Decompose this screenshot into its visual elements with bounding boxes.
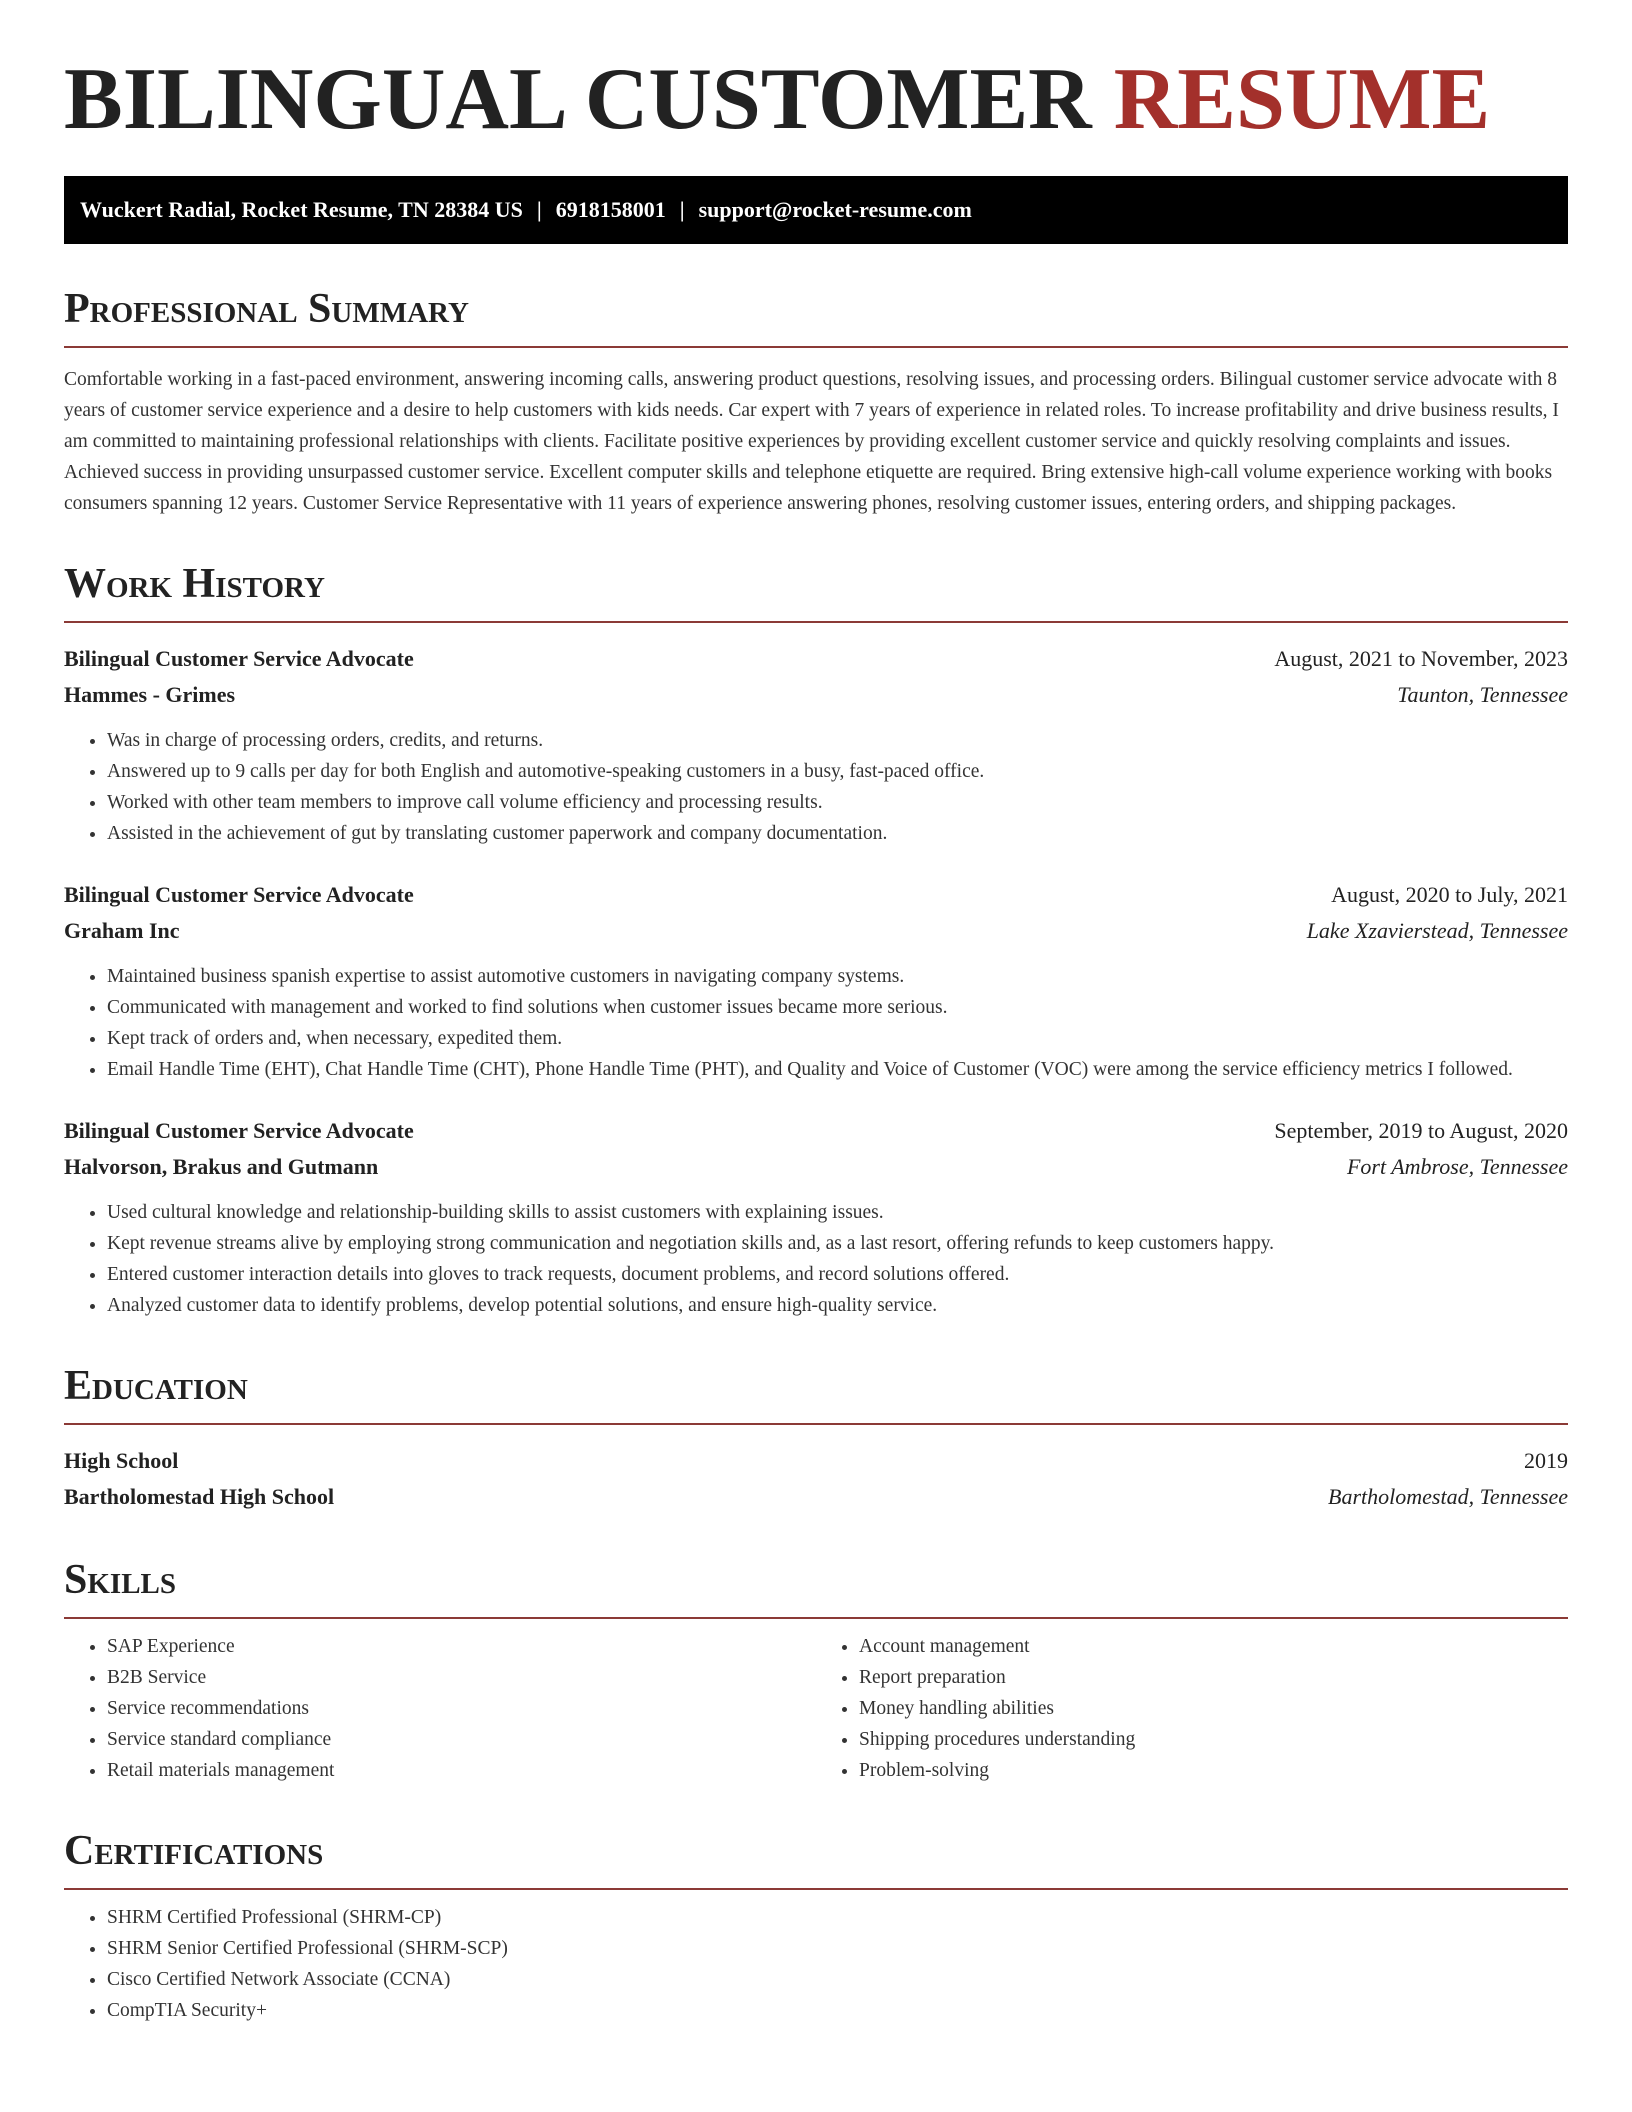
skill-item: • B2B Service bbox=[107, 1662, 816, 1693]
job-bullets bbox=[64, 725, 1568, 849]
education-degree: High School bbox=[64, 1448, 179, 1473]
skill-item: • Service standard compliance bbox=[107, 1724, 816, 1755]
job-header-row bbox=[64, 1113, 1568, 1149]
job-entry bbox=[64, 877, 1568, 1085]
job-company: Graham Inc bbox=[64, 918, 180, 943]
certification-item: • SHRM Senior Certified Professional (SHRM-SCP) bbox=[107, 1933, 1568, 1964]
certifications-list bbox=[64, 1902, 1568, 2026]
work-history-heading: Work History bbox=[64, 559, 1568, 623]
education-school-row bbox=[64, 1479, 1568, 1515]
job-bullet: • Assisted in the achievement of gut by translating customer paperwork and company documentation. bbox=[107, 818, 1568, 849]
skill-item: • Money handling abilities bbox=[859, 1693, 1568, 1724]
job-bullet: • Entered customer interaction details into gloves to track requests, document problems, and record solutions offered. bbox=[107, 1259, 1568, 1290]
job-company-row bbox=[64, 1149, 1568, 1185]
job-header-row bbox=[64, 877, 1568, 913]
job-dates: September, 2019 to August, 2020 bbox=[1274, 1118, 1568, 1143]
skill-item: • Report preparation bbox=[859, 1662, 1568, 1693]
job-bullet: • Worked with other team members to improve call volume efficiency and processing results. bbox=[107, 787, 1568, 818]
education-location: Bartholomestad, Tennessee bbox=[1328, 1484, 1568, 1509]
work-history-section bbox=[64, 559, 1568, 1321]
certifications-heading: Certifications bbox=[64, 1826, 1568, 1890]
job-bullet: • Analyzed customer data to identify problems, develop potential solutions, and ensure high-quality service. bbox=[107, 1290, 1568, 1321]
title-accent: RESUME bbox=[1113, 51, 1491, 148]
job-bullet: • Was in charge of processing orders, credits, and returns. bbox=[107, 725, 1568, 756]
skill-item: • Problem-solving bbox=[859, 1755, 1568, 1786]
job-position: Bilingual Customer Service Advocate bbox=[64, 1118, 414, 1143]
job-bullet: • Email Handle Time (EHT), Chat Handle Time (CHT), Phone Handle Time (PHT), and Quality and Voice of Customer (VOC) were among the service efficiency metrics I followed. bbox=[107, 1054, 1568, 1085]
contact-address: Wuckert Radial, Rocket Resume, TN 28384 US bbox=[80, 197, 523, 222]
job-entry bbox=[64, 641, 1568, 849]
skills-list-left bbox=[64, 1631, 816, 1786]
skill-item: • Retail materials management bbox=[107, 1755, 816, 1786]
job-location: Lake Xzavierstead, Tennessee bbox=[1306, 918, 1568, 943]
education-entry bbox=[64, 1443, 1568, 1515]
job-company: Halvorson, Brakus and Gutmann bbox=[64, 1154, 379, 1179]
job-bullets bbox=[64, 1197, 1568, 1321]
job-position: Bilingual Customer Service Advocate bbox=[64, 882, 414, 907]
job-location: Taunton, Tennessee bbox=[1397, 682, 1568, 707]
contact-separator: | bbox=[536, 197, 542, 222]
job-bullet: • Kept track of orders and, when necessary, expedited them. bbox=[107, 1023, 1568, 1054]
job-dates: August, 2020 to July, 2021 bbox=[1331, 882, 1568, 907]
skill-item: • Service recommendations bbox=[107, 1693, 816, 1724]
certifications-section bbox=[64, 1826, 1568, 2026]
summary-heading: Professional Summary bbox=[64, 284, 1568, 348]
certification-item: • CompTIA Security+ bbox=[107, 1995, 1568, 2026]
job-bullet: • Kept revenue streams alive by employing strong communication and negotiation skills and, as a last resort, offering refunds to keep customers happy. bbox=[107, 1228, 1568, 1259]
education-school: Bartholomestad High School bbox=[64, 1484, 335, 1509]
job-position: Bilingual Customer Service Advocate bbox=[64, 646, 414, 671]
job-dates: August, 2021 to November, 2023 bbox=[1274, 646, 1568, 671]
title-main: BILINGUAL CUSTOMER bbox=[64, 51, 1092, 148]
certification-item: • SHRM Certified Professional (SHRM-CP) bbox=[107, 1902, 1568, 1933]
skills-grid bbox=[64, 1631, 1568, 1786]
job-bullet: • Communicated with management and worked to find solutions when customer issues became more serious. bbox=[107, 992, 1568, 1023]
education-degree-row bbox=[64, 1443, 1568, 1479]
contact-bar bbox=[64, 176, 1568, 244]
job-bullet: • Answered up to 9 calls per day for both English and automotive-speaking customers in a busy, fast-paced office. bbox=[107, 756, 1568, 787]
job-bullet: • Maintained business spanish expertise to assist automotive customers in navigating company systems. bbox=[107, 961, 1568, 992]
resume-title bbox=[64, 52, 1568, 148]
education-year: 2019 bbox=[1524, 1448, 1568, 1473]
skill-item: • Account management bbox=[859, 1631, 1568, 1662]
job-location: Fort Ambrose, Tennessee bbox=[1346, 1154, 1568, 1179]
job-bullets bbox=[64, 961, 1568, 1085]
education-heading: Education bbox=[64, 1361, 1568, 1425]
job-bullet: • Used cultural knowledge and relationship-building skills to assist customers with explaining issues. bbox=[107, 1197, 1568, 1228]
job-header-row bbox=[64, 641, 1568, 677]
skills-list-right bbox=[816, 1631, 1568, 1786]
job-company-row bbox=[64, 677, 1568, 713]
contact-separator: | bbox=[679, 197, 685, 222]
job-company-row bbox=[64, 913, 1568, 949]
contact-phone: 6918158001 bbox=[555, 197, 666, 222]
skill-item: • SAP Experience bbox=[107, 1631, 816, 1662]
summary-text: Comfortable working in a fast-paced environment, answering incoming calls, answering product questions, resolving issues, and processing orders. Bilingual customer service advocate with 8 years of customer service experience and a desire to help customers with kids needs. Car expert with 7 years of experience in related roles. To increase profitability and drive business results, I am committed to maintaining professional relationships with clients. Facilitate positive experiences by providing excellent customer service and quickly resolving complaints and issues. Achieved success in providing unsurpassed customer service. Excellent computer skills and telephone etiquette are required. Bring extensive high-call volume experience working with books consumers spanning 12 years. Customer Service Representative with 11 years of experience answering phones, resolving customer issues, entering orders, and shipping packages. bbox=[64, 369, 1559, 514]
skill-item: • Shipping procedures understanding bbox=[859, 1724, 1568, 1755]
education-section bbox=[64, 1361, 1568, 1515]
contact-email: support@rocket-resume.com bbox=[698, 197, 972, 222]
summary-section bbox=[64, 284, 1568, 519]
job-entry bbox=[64, 1113, 1568, 1321]
job-company: Hammes - Grimes bbox=[64, 682, 236, 707]
certification-item: • Cisco Certified Network Associate (CCNA) bbox=[107, 1964, 1568, 1995]
skills-heading: Skills bbox=[64, 1555, 1568, 1619]
skills-section bbox=[64, 1555, 1568, 1786]
